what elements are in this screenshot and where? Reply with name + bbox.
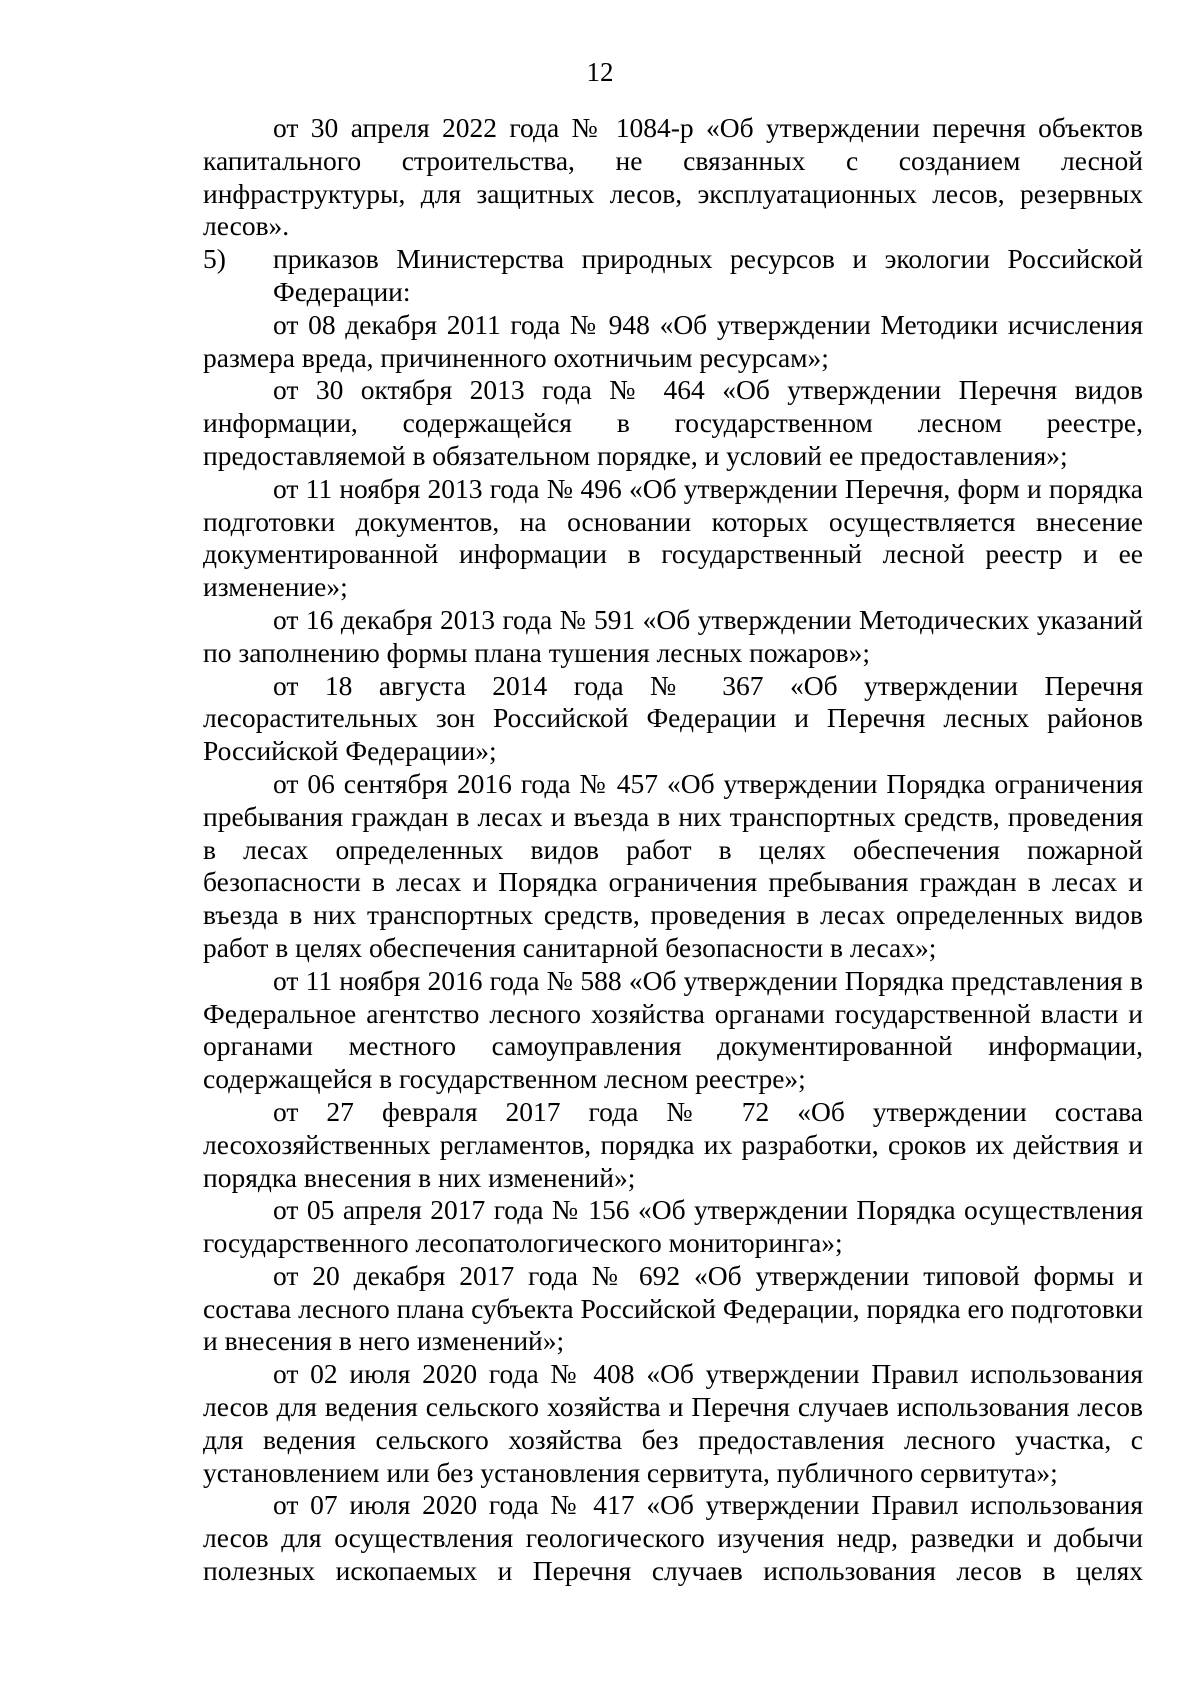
page-number: 12 (586, 57, 614, 87)
order-item: от 16 декабря 2013 года № 591 «Об утверждении Методических указаний по заполнению формы плана тушения лесных пожаров»; (203, 603, 1143, 668)
list-item-5 (203, 243, 1143, 309)
paragraph-order-1084: от 30 апреля 2022 года № 1084-р «Об утверждении перечня объектов капитального строительства, не связанных с созданием лесной инфраструктуры, для защитных лесов, эксплуатационных лесов, резервных лесов». (203, 112, 1143, 242)
list-item-text: приказов Министерства природных ресурсов и экологии Российской Федерации: (273, 243, 1143, 307)
order-item: от 07 июля 2020 года № 417 «Об утверждении Правил использования лесов для осуществления геологического изучения недр, разведки и добычи полезных ископаемых и Перечня случаев использования лесов в целях (203, 1489, 1143, 1587)
order-item: от 20 декабря 2017 года № 692 «Об утверждении типовой формы и состава лесного плана субъекта Российской Федерации, порядка его подготовки и внесения в него изменений»; (203, 1259, 1143, 1357)
order-item: от 08 декабря 2011 года № 948 «Об утверждении Методики исчисления размера вреда, причиненного охотничьим ресурсам»; (203, 308, 1143, 373)
order-item: от 05 апреля 2017 года № 156 «Об утверждении Порядка осуществления государственного лесопатологического мониторинга»; (203, 1194, 1143, 1259)
order-item: от 11 ноября 2013 года № 496 «Об утверждении Перечня, форм и порядка подготовки документов, на основании которых осуществляется внесение документированной информации в государственный лесной реестр и ее изменение»; (203, 472, 1143, 603)
document-body (203, 112, 1143, 1588)
order-item: от 06 сентября 2016 года № 457 «Об утверждении Порядка ограничения пребывания граждан в лесах и въезда в них транспортных средств, проведения в лесах определенных видов работ в целях обеспечения пожарной безопасности в лесах и Порядка ограничения пребывания граждан в лесах и въезда в них транспортных средств, проведения в лесах определенных видов работ в целях обеспечения санитарной безопасности в лесах»; (203, 767, 1143, 963)
order-item: от 30 октября 2013 года № 464 «Об утверждении Перечня видов информации, содержащейся в государственном лесном реестре, предоставляемой в обязательном порядке, и условий ее предоставления»; (203, 374, 1143, 471)
order-item: от 18 августа 2014 года № 367 «Об утверждении Перечня лесорастительных зон Российской Федерации и Перечня лесных районов Российской Федерации»; (203, 669, 1143, 767)
order-item: от 11 ноября 2016 года № 588 «Об утверждении Порядка представления в Федеральное агентство лесного хозяйства органами государственной власти и органами местного самоуправления документированной информации, содержащейся в государственном лесном реестре»; (203, 964, 1143, 1095)
order-item: от 27 февраля 2017 года № 72 «Об утверждении состава лесохозяйственных регламентов, порядка их разработки, сроков их действия и порядка внесения в них изменений»; (203, 1095, 1143, 1193)
order-item: от 02 июля 2020 года № 408 «Об утверждении Правил использования лесов для ведения сельского хозяйства и Перечня случаев использования лесов для ведения сельского хозяйства без предоставления лесного участка, с установлением или без установления сервитута, публичного сервитута»; (203, 1358, 1143, 1488)
list-item-number: 5) (203, 243, 226, 275)
